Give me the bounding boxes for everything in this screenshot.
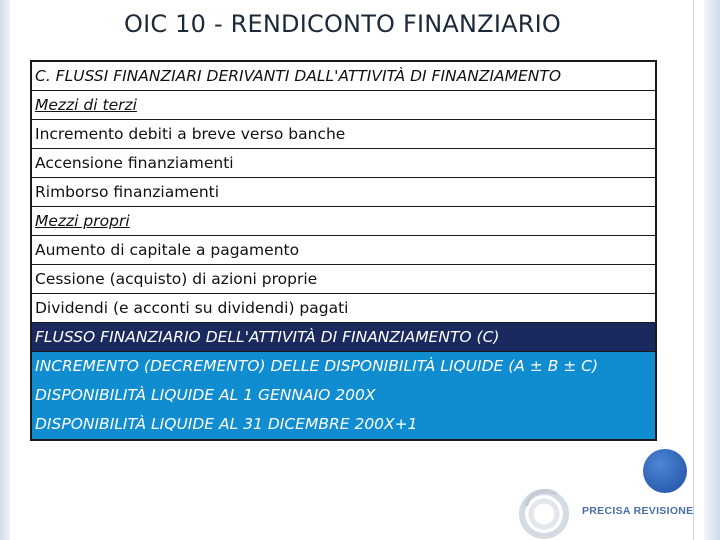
- row-label: Accensione finanziamenti: [35, 154, 234, 172]
- total-row-financing-flow: [32, 323, 655, 352]
- cash-flow-table: [30, 60, 657, 441]
- left-decorative-border: [0, 0, 10, 540]
- row-label: FLUSSO FINANZIARIO DELL'ATTIVITÀ DI FINANZIAMENTO (C): [35, 328, 500, 346]
- summary-row-liquidity-start: [32, 381, 655, 410]
- row-label: DISPONIBILITÀ LIQUIDE AL 1 GENNAIO 200X: [35, 386, 376, 404]
- table-row: [32, 178, 655, 207]
- row-label: Aumento di capitale a pagamento: [35, 241, 300, 259]
- brand-logo-text: PRECISA REVISIONE: [582, 505, 694, 517]
- slide-title: OIC 10 - RENDICONTO FINANZIARIO: [124, 10, 561, 38]
- row-label: Mezzi propri: [35, 212, 130, 230]
- row-label: Incremento debiti a breve verso banche: [35, 125, 346, 143]
- table-row: [32, 294, 655, 323]
- summary-row-liquidity-change: [32, 352, 655, 381]
- row-label: Cessione (acquisto) di azioni proprie: [35, 270, 318, 288]
- table-row: [32, 236, 655, 265]
- section-header-row: [32, 62, 655, 91]
- subsection-row-mezzi-propri: [32, 207, 655, 236]
- right-divider-line: [693, 0, 694, 540]
- row-label: Dividendi (e acconti su dividendi) pagati: [35, 299, 349, 317]
- row-label: Rimborso finanziamenti: [35, 183, 220, 201]
- row-label: DISPONIBILITÀ LIQUIDE AL 31 DICEMBRE 200X+1: [35, 415, 418, 433]
- row-label: C. FLUSSI FINANZIARI DERIVANTI DALL'ATTIVITÀ DI FINANZIAMENTO: [35, 67, 562, 85]
- table-row: [32, 120, 655, 149]
- decorative-circle-icon: [643, 449, 687, 493]
- row-label: INCREMENTO (DECREMENTO) DELLE DISPONIBILITÀ LIQUIDE (A ± B ± C): [35, 357, 599, 375]
- summary-row-liquidity-end: [32, 410, 655, 439]
- swirl-logo-icon: [516, 484, 572, 540]
- row-label: Mezzi di terzi: [35, 96, 137, 114]
- table-row: [32, 265, 655, 294]
- table-row: [32, 149, 655, 178]
- right-decorative-border: [704, 0, 720, 540]
- subsection-row-mezzi-terzi: [32, 91, 655, 120]
